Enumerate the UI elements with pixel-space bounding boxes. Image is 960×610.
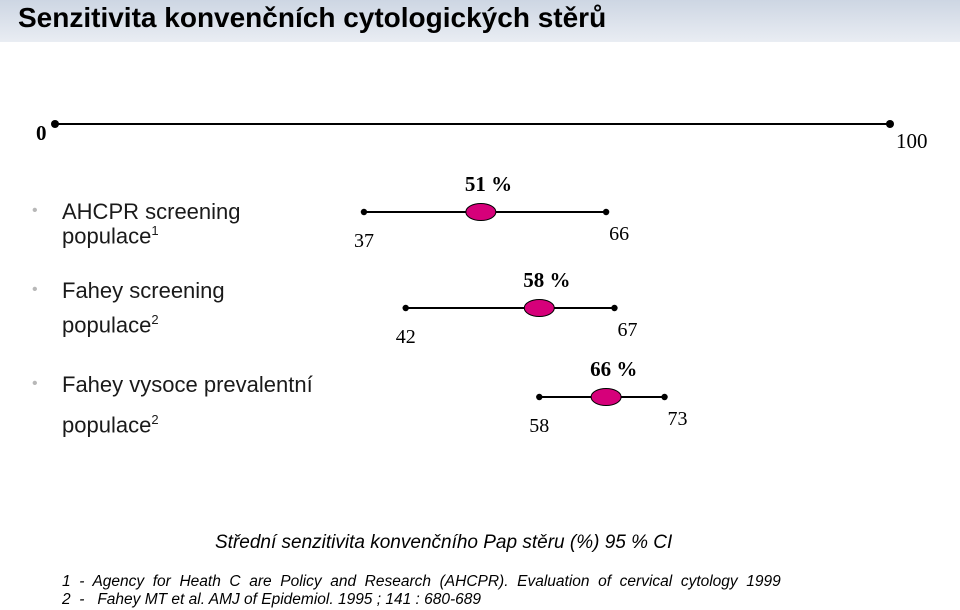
estimate-marker xyxy=(466,204,496,221)
estimate-marker xyxy=(524,300,554,317)
ci-upper-marker xyxy=(611,305,617,311)
axis-max-label: 100 xyxy=(896,129,928,153)
axis-min-marker xyxy=(51,120,59,128)
row-label-line2: populace$^2$ xyxy=(62,412,159,438)
axis-max-marker xyxy=(886,120,894,128)
row-label-line1: Fahey vysoce prevalentní xyxy=(62,372,313,397)
row-label-line2: populace$^2$ xyxy=(62,312,159,338)
ci-lower-marker xyxy=(536,394,542,400)
ci-lower-label: 58 xyxy=(529,415,550,437)
row-label-line1: AHCPR screening xyxy=(62,199,241,224)
row-label-line2: populace$^1$ xyxy=(62,223,159,249)
page-title: Senzitivita konvenčních cytologických stěrů xyxy=(18,2,607,33)
ci-lower-marker xyxy=(361,209,367,215)
footnote-2: 2 - Fahey MT et al. AMJ of Epidemiol. 1995 ; 141 : 680-689 xyxy=(62,591,482,608)
x-axis-label: Střední senzitivita konvenčního Pap stěru (%) 95 % CI xyxy=(215,532,673,553)
footnote-1: 1 - Agency for Heath C are Policy and Research (AHCPR). Evaluation of cervical cytology 1999 xyxy=(62,573,781,590)
estimate-label: 66 % xyxy=(590,357,638,381)
row-label-line1: Fahey screening xyxy=(62,278,225,303)
ci-upper-label: 73 xyxy=(667,408,688,430)
ci-upper-label: 66 xyxy=(609,223,630,245)
ci-lower-label: 42 xyxy=(395,326,416,348)
ci-upper-marker xyxy=(603,209,609,215)
ci-rows xyxy=(354,172,688,437)
estimate-label: 51 % xyxy=(464,172,513,196)
axis-min-label: 0 xyxy=(36,121,47,145)
ci-lower-label: 37 xyxy=(353,230,374,252)
ci-upper-marker xyxy=(661,394,667,400)
estimate-marker xyxy=(591,389,621,406)
bullet-icon: • xyxy=(32,375,38,392)
estimate-label: 58 % xyxy=(523,268,571,292)
bullet-icon: • xyxy=(32,202,38,219)
ci-upper-label: 67 xyxy=(617,319,638,341)
bullet-icon: • xyxy=(32,281,38,298)
ci-lower-marker xyxy=(403,305,409,311)
